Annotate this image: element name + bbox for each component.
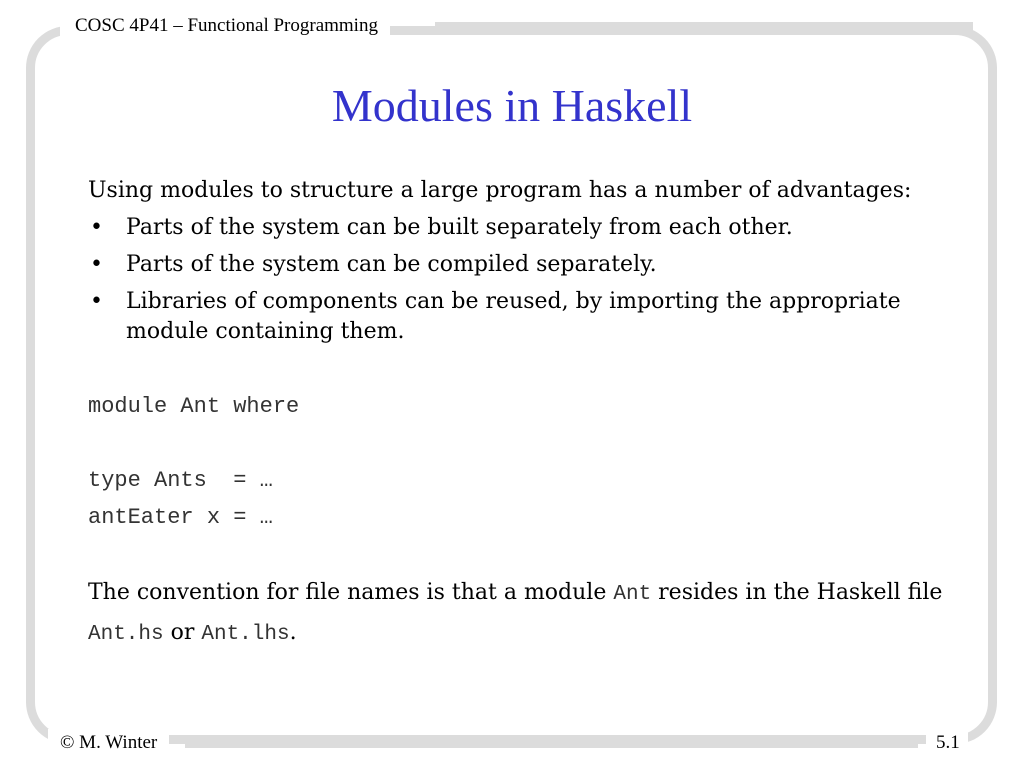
file-name-code: Ant.lhs xyxy=(201,623,290,646)
code-line-function: antEater x = … xyxy=(88,505,273,530)
list-item-text: Libraries of components can be reused, by importing the appropriate module containing them. xyxy=(126,289,901,344)
module-name-code: Ant xyxy=(613,583,652,606)
list-item xyxy=(88,287,948,347)
bullet-marker: • xyxy=(90,252,103,277)
footer-bar xyxy=(185,737,918,748)
convention-text-part: . xyxy=(289,620,297,645)
convention-text-part: or xyxy=(163,620,202,645)
page-number: 5.1 xyxy=(926,729,968,757)
file-name-code: Ant.hs xyxy=(88,623,164,646)
list-item xyxy=(88,213,948,243)
code-line-module: module Ant where xyxy=(88,394,300,419)
bullet-marker: • xyxy=(90,289,103,314)
header-bar xyxy=(435,22,973,33)
intro-text: Using modules to structure a large program has a number of advantages: xyxy=(88,178,912,203)
author-footer: © M. Winter xyxy=(48,729,169,757)
slide-title: Modules in Haskell xyxy=(331,80,693,131)
convention-text-part: The convention for file names is that a module xyxy=(88,580,614,605)
list-item-text: Parts of the system can be built separately from each other. xyxy=(126,215,793,240)
bullet-marker: • xyxy=(90,215,103,240)
convention-text xyxy=(88,574,958,654)
code-line-type: type Ants = … xyxy=(88,468,273,493)
convention-text-part: resides in the Haskell file xyxy=(651,580,943,605)
course-header: COSC 4P41 – Functional Programming xyxy=(60,12,390,40)
advantages-list xyxy=(88,213,948,354)
list-item-text: Parts of the system can be compiled separately. xyxy=(126,252,657,277)
list-item xyxy=(88,250,948,280)
